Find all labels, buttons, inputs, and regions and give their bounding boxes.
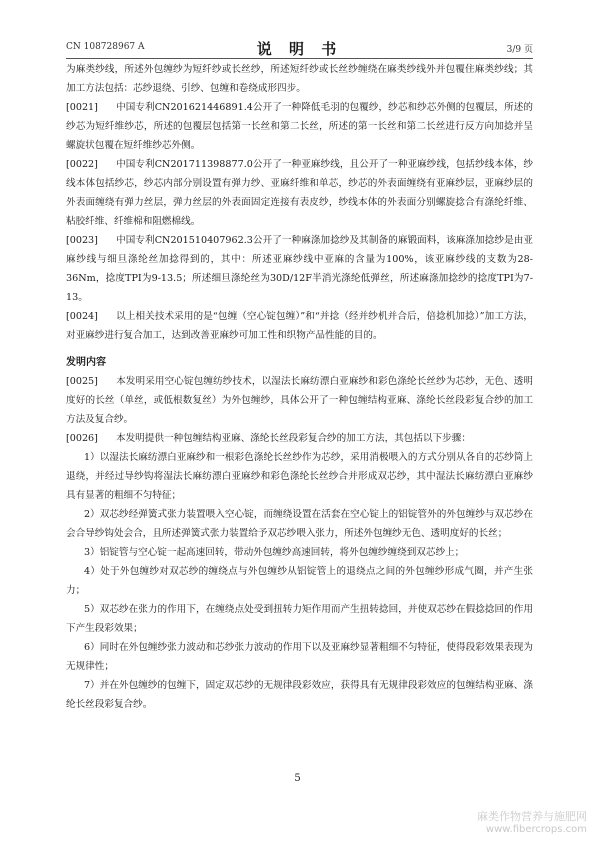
paragraph-0024: [0024] 以上相关技术采用的是“包缠（空心锭包缠）”和“并捻（经并纱机并合后，倍捻机加捻）”加工方法，对亚麻纱进行复合加工，达到改善亚麻纱可加工性和织物产品性能的目的。 [66,307,533,345]
paragraph-0022: [0022] 中国专利CN201711398877.0公开了一种亚麻纱线，且公开了一种亚麻纱线，包括纱线本体，纱线本体包括纱芯，纱芯内部分别设置有弹力纱、亚麻纤维和单芯，纱芯的外表面缠绕有亚麻纱层，亚麻纱层的外表面缠绕有弹力丝层，弹力丝层的外表面固定连接有表皮纱，纱线本体的外表面分别螺旋捻合有涤纶纤维、粘胶纤维、纤维棉和阻燃棉线。 [66,155,533,231]
document-title: 说 明 书 [256,40,343,58]
paragraph-number: [0023] [66,235,98,246]
page-indicator: 3/9 页 [506,45,533,55]
paragraph-number: [0024] [66,311,98,322]
paragraph-continued: 为麻类纱线，所述外包缠纱为短纤纱或长丝纱，所述短纤纱或长丝纱缠绕在麻类纱线外并包覆住麻类纱线；其加工方法包括：芯纱退绕、引纱、包缠和卷绕成形四步。 [66,64,533,94]
step-6: 6）同时在外包缠纱张力波动和芯纱张力波动的作用下以及亚麻纱显著粗细不匀特征，使得段彩效果表现为无规律性； [66,642,533,672]
paragraph-number: [0021] [66,102,98,113]
step-5: 5）双芯纱在张力的作用下，在缠绕点处受到扭转力矩作用而产生扭转捻回，并使双芯纱在假捻捻回的作用下产生段彩效果； [66,604,533,634]
paragraph-0023: [0023] 中国专利CN201510407962.3公开了一种麻涤加捻纱及其制备的麻锻面料，该麻涤加捻纱是由亚麻纱线与细旦涤纶丝加捻得到的，其中：所述亚麻纱线中亚麻的含量为100%，该亚麻纱线的支数为28-36Nm，捻度TPI为9-13.5；所述细旦涤纶丝为30D/12F半消光涤纶低弹丝，所述麻涤加捻纱的捻度TPI为7-13。 [66,231,533,307]
paragraph-number: [0025] [66,376,98,387]
watermark-url: www.fibercrops.com [485,824,587,835]
step-2: 2）双芯纱经弹簧式张力装置喂入空心锭，而缠绕设置在活套在空心锭上的铝锭管外的外包缠纱与双芯纱在会合导纱钩处会合，且所述弹簧式张力装置给予双芯纱喂入张力，所述外包缠纱无色、透明度好的长丝； [66,509,533,539]
paragraph-0021: [0021] 中国专利CN201621446891.4公开了一种降低毛羽的包覆纱，纱芯和纱芯外侧的包覆层，所述的纱芯为短纤维纱芯，所述的包覆层包括第一长丝和第二长丝，所述的第一长丝和第二长丝进行反方向加捻并呈螺旋状包覆在短纤维纱芯外侧。 [66,98,533,155]
step-4: 4）处于外包缠纱对双芯纱的缠绕点与外包缠纱从铝锭管上的退绕点之间的外包缠纱形成气圈，并产生张力； [66,566,533,596]
paragraph-0025: [0025] 本发明采用空心锭包缠纺纱技术，以湿法长麻纺漂白亚麻纱和彩色涤纶长丝纱为芯纱，无色、透明度好的长丝（单丝，或低根数复丝）为外包缠纱，具体公开了一种包缠结构亚麻、涤纶长丝段彩复合纱的加工方法及复合纱。 [66,372,533,429]
step-7: 7）并在外包缠纱的包缠下，固定双芯纱的无规律段彩效应，获得具有无规律段彩效应的包缠结构亚麻、涤纶长丝段彩复合纱。 [66,680,533,710]
header-divider [66,58,533,59]
page-header [66,38,533,58]
document-body [66,60,533,714]
step-3: 3）铝锭管与空心锭一起高速回转，带动外包缠纱高速回转，将外包缠纱缠绕到双芯纱上； [84,547,465,558]
watermark [477,808,587,835]
paragraph-number: [0026] [66,433,98,444]
patent-number: CN 108728967 A [66,42,145,52]
section-heading: 发明内容 [66,357,106,368]
watermark-text: 麻类作物营养与施肥网 [477,810,587,823]
page-number: 5 [294,773,301,784]
paragraph-0026: [0026] 本发明提供一种包缠结构亚麻、涤纶长丝段彩复合纱的加工方法，其包括以下步骤： [66,429,533,448]
step-1: 1）以湿法长麻纺漂白亚麻纱和一根彩色涤纶长丝纱作为芯纱，采用消极喂入的方式分别从各自的芯纱筒上退绕，并经过导纱钩将湿法长麻纺漂白亚麻纱和彩色涤纶长丝纱合并形成双芯纱，其中湿法长麻纺漂白亚麻纱具有显著的粗细不匀特征； [66,452,533,501]
paragraph-number: [0022] [66,159,98,170]
